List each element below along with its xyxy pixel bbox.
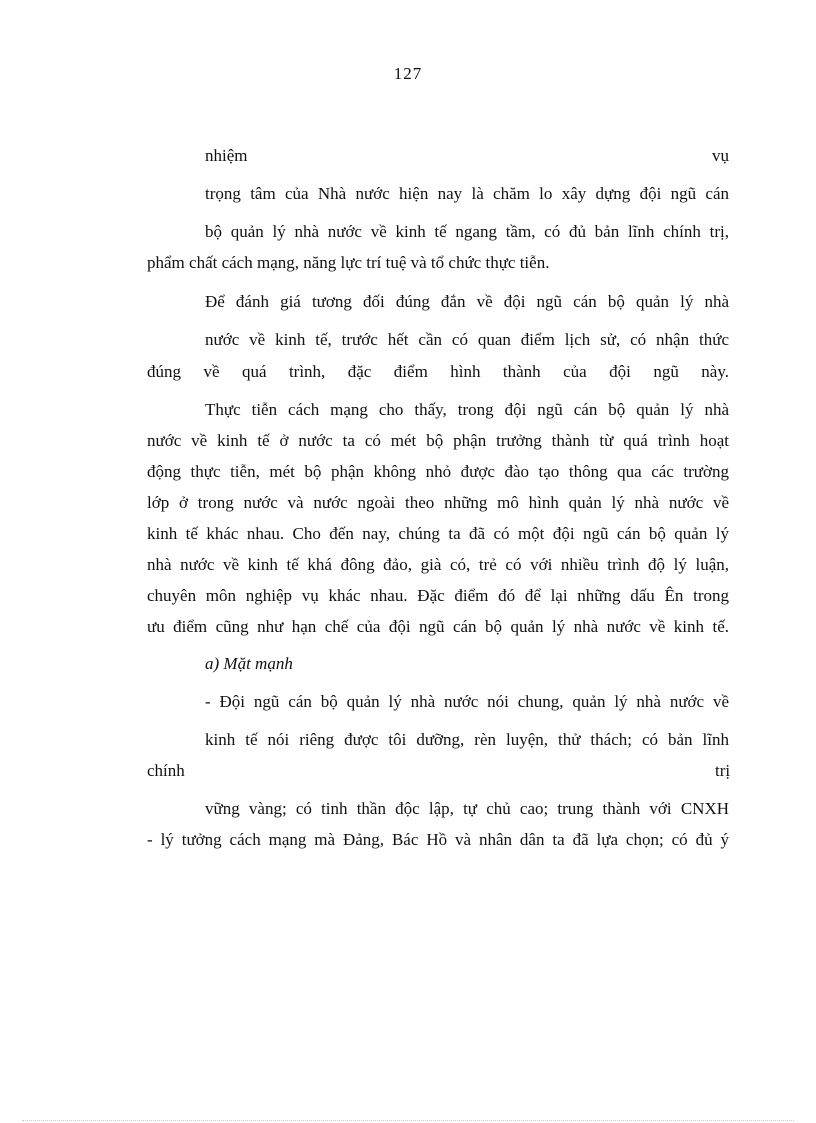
text-line: nhiệm <box>205 146 248 165</box>
text-line: kinh tế khác nhau. Cho đến nay, chúng ta đã có một đội ngũ cán bộ quản lý <box>147 524 729 543</box>
text-line: vụ <box>712 146 729 165</box>
text-line: Để đánh giá tương đối đúng đắn về đội ngũ cán bộ quản lý nhà <box>205 292 729 311</box>
text-line: vững vàng; có tinh thần độc lập, tự chủ cao; trung thành với CNXH <box>205 799 729 818</box>
text-line: chuyên môn nghiệp vụ khác nhau. Đặc điểm đó để lại những dấu Ên trong <box>147 586 729 605</box>
text-line: lớp ở trong nước và nước ngoài theo những mô hình quản lý nhà nước về <box>147 493 729 512</box>
section-heading: a) Mặt mạnh <box>205 654 293 673</box>
text-line: trọng tâm của Nhà nước hiện nay là chăm lo xây dựng đội ngũ cán <box>205 184 729 203</box>
text-line: ưu điểm cũng như hạn chế của đội ngũ cán bộ quản lý nhà nước về kinh tế. <box>147 617 729 636</box>
text-line: trị <box>715 761 731 780</box>
text-line: đúng về quá trình, đặc điểm hình thành của đội ngũ này. <box>147 362 729 381</box>
text-line: bộ quản lý nhà nước về kinh tế ngang tầm, có đủ bản lĩnh chính trị, <box>205 222 729 241</box>
text-line: nước về kinh tế ở nước ta có mét bộ phận trưởng thành từ quá trình hoạt <box>147 431 729 450</box>
page-bottom-divider <box>22 1120 794 1121</box>
text-line: - lý tưởng cách mạng mà Đảng, Bác Hồ và nhân dân ta đã lựa chọn; có đủ ý <box>147 830 729 849</box>
text-line: động thực tiễn, mét bộ phận không nhỏ được đào tạo thông qua các trường <box>147 462 729 481</box>
page-number: 127 <box>393 64 423 83</box>
text-line: kinh tế nói riêng được tôi dưỡng, rèn luyện, thử thách; có bản lĩnh <box>205 730 729 749</box>
text-line: chính <box>147 761 185 780</box>
text-line: phẩm chất cách mạng, năng lực trí tuệ và tổ chức thực tiễn. <box>147 253 550 272</box>
text-line: Thực tiễn cách mạng cho thấy, trong đội ngũ cán bộ quản lý nhà <box>205 400 729 419</box>
text-line: nhà nước về kinh tế khá đông đảo, già có, trẻ có với nhiều trình độ lý luận, <box>147 555 729 574</box>
text-line: - Đội ngũ cán bộ quản lý nhà nước nói chung, quản lý nhà nước về <box>205 692 729 711</box>
text-line: nước về kinh tế, trước hết cần có quan điểm lịch sử, có nhận thức <box>205 330 729 349</box>
